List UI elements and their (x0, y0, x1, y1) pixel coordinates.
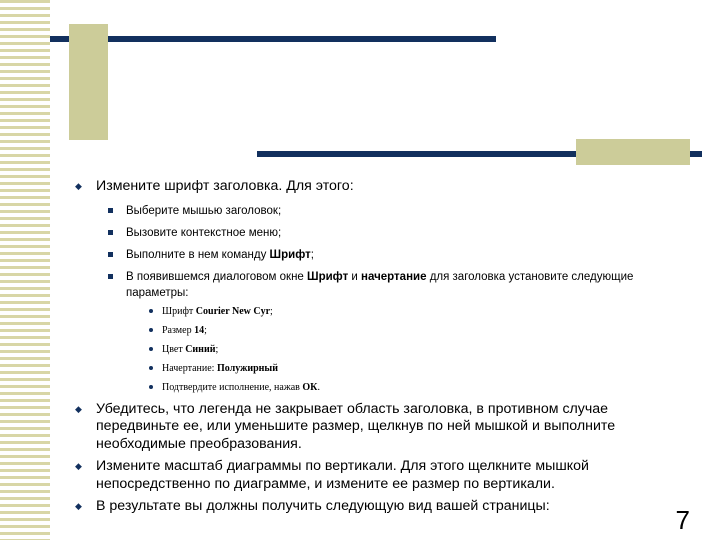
subsub-bold: ОК (302, 381, 318, 393)
sub-bold: Шрифт (307, 270, 349, 283)
sub-item (106, 247, 694, 263)
sub-bold: начертание (361, 270, 427, 283)
top-navy-bar (50, 36, 496, 42)
sub-list (96, 203, 694, 395)
subsub-item (146, 362, 694, 376)
bullet-item (74, 458, 694, 493)
subsub-bold: 14 (194, 324, 205, 336)
subsub-item (146, 324, 694, 338)
striped-margin (0, 0, 50, 540)
subsub-text: ; (215, 343, 219, 355)
subsub-item (146, 305, 694, 319)
sub-item (106, 225, 694, 241)
sub-bold: Шрифт (269, 248, 311, 261)
subsub-text: Цвет (162, 343, 186, 355)
subsub-list (126, 305, 694, 395)
subsub-bold: Полужирный (216, 362, 278, 374)
subsub-bold: Синий (185, 343, 216, 355)
bullet-text: Измените шрифт заголовка. Для этого: (96, 178, 354, 194)
sub-text: ; (310, 248, 314, 261)
sub-text: Вызовите контекстное меню; (126, 226, 282, 239)
sub-text: Выберите мышью заголовок; (126, 204, 282, 217)
subsub-text: ; (270, 305, 273, 317)
subsub-item (146, 343, 694, 357)
page-number: 7 (675, 505, 690, 535)
sub-item (106, 203, 694, 219)
bullet-item (74, 401, 694, 454)
bullet-text: В результате вы должны получить следующую вид вашей страницы: (96, 498, 550, 514)
subsub-text: . (317, 381, 320, 393)
subsub-text: Размер (162, 324, 195, 336)
bullet-list (74, 178, 694, 516)
bullet-item (74, 178, 694, 395)
subsub-text: ; (204, 324, 207, 336)
sub-text: В появившемся диалоговом окне (126, 270, 308, 283)
bullet-item (74, 498, 694, 516)
subsub-text: Подтвердите исполнение, нажав (162, 381, 303, 393)
bullet-text: Убедитесь, что легенда не закрывает область заголовка, в противном случае передвиньте ее, или уменьшите размер, щелкнув по ней мышкой и выполните необходимые преобразования. (96, 400, 616, 452)
right-olive-block (576, 139, 690, 165)
subsub-text: Шрифт (162, 305, 196, 317)
subsub-text: Начертание: (162, 362, 217, 374)
sub-item (106, 269, 694, 395)
top-olive-block (69, 24, 108, 140)
subsub-item (146, 381, 694, 395)
sub-text: и (348, 270, 362, 283)
subsub-bold: Courier New Cyr (195, 305, 271, 317)
sub-text: Выполните в нем команду (126, 248, 270, 261)
bullet-text: Измените масштаб диаграммы по вертикали. Для этого щелкните мышкой непосредственно по диаграмме, и измените ее размер по вертикали. (96, 458, 589, 492)
slide-content (74, 178, 694, 521)
sub-text: для заголовка установите следующие параметры: (126, 270, 634, 299)
